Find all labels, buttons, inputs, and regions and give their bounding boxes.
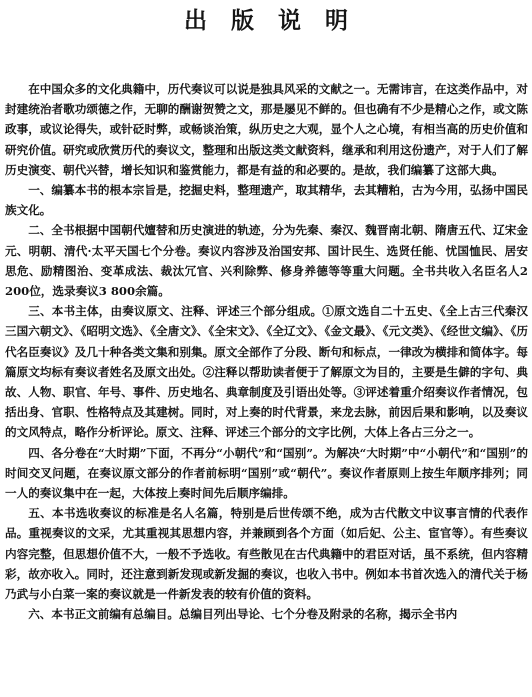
paragraph-5: 五、本书选收奏议的标准是名人名篇，特别是后世传颂不绝，成为古代散文中议事言情的代表作品。重视奏议的文采，尤其重视其思想内容，并兼顾到各个方面（如后妃、公主、宦官等）。有些奏议内容完整，但思想价值不大，一般不予选收。有些散见在古代典籍中的君臣对话，虽不系统，但内容精彩，故亦收入。同时，还注意到新发现或新发掘的奏议，也收入书中。例如本书首次选入的清代关于杨乃武与小白菜一案的奏议就是一件新发表的较有价值的资料。 <box>5 506 528 602</box>
page-title: 出版说明 <box>184 8 372 34</box>
body-text <box>5 79 528 624</box>
paragraph-1: 一、编纂本书的根本宗旨是，挖掘史料，整理遗产，取其精华，去其糟粕，古为今用，弘扬中国民族文化。 <box>5 183 528 218</box>
paragraph-2: 二、全书根据中国朝代嬗替和历史演进的轨迹，分为先秦、秦汉、魏晋南北朝、隋唐五代、辽宋金元、明朝、清代·太平天国七个分卷。奏议内容涉及治国安邦、国计民生、选贤任能、忧国恤民、居安思危、励精图治、变革成法、裁汰冗官、兴利除弊、修身养德等等重大问题。全书共收入名臣名人2 200位，选录奏议3 800余篇。 <box>5 223 528 299</box>
intro-paragraph: 在中国众多的文化典籍中，历代奏议可以说是独具风采的文献之一。无需讳言，在这类作品中，对封建统治者歌功颂德之作，无聊的酬谢贺赞之文，那是屡见不鲜的。但也确有不少是精心之作，或文陈政事，或议论得失，或针砭时弊，或畅谈治策，纵历史之大观，显个人之心境，有相当高的历史价值和研究价值。研究或欣赏历代的奏议文，整理和出版这类文献资料，继承和利用这份遗产，对于人们了解历史演变、朝代兴替，增长知识和鉴赏能力，都是有益的和必要的。是故，我们编纂了这部大典。 <box>5 82 528 177</box>
paragraph-6: 六、本书正文前编有总编目。总编目列出导论、七个分卷及附录的名称，揭示全书内 <box>28 607 458 622</box>
paragraph-3: 三、本书主体，由奏议原文、注释、评述三个部分组成。①原文选自二十五史、《全上古三代秦汉三国六朝文》、《昭明文选》、《全唐文》、《全宋文》、《全辽文》、《金文最》、《元文类》、《经世文编》、《历代名臣奏议》及几十种各类文集和别集。原文全部作了分段、断句和标点，一律改为横排和简体字。每篇原文均标有奏议者姓名及原文出处。②注释以帮助读者便于了解原文为目的，主要是生僻的字句、典故、人物、职官、年号、事件、历史地名、典章制度及引语出处等。③评述着重介绍奏议作者情况，包括出身、官职、性格特点及其建树。同时，对上奏的时代背景，来龙去脉，前因后果和影响，以及奏议的文风特点，略作分析评论。原文、注释、评述三个部分的文字比例，大体上各占三分之一。 <box>5 304 528 440</box>
paragraph-4: 四、各分卷在“大时期”下面，不再分“小朝代”和“国别”。为解决“大时期”中“小朝代”和“国别”的时间交叉问题，在奏议原文部分的作者前标明“国别”或“朝代”。奏议作者原则上按生年顺序排列；同一人的奏议集中在一起，大体按上奏时间先后顺序编排。 <box>5 445 528 501</box>
